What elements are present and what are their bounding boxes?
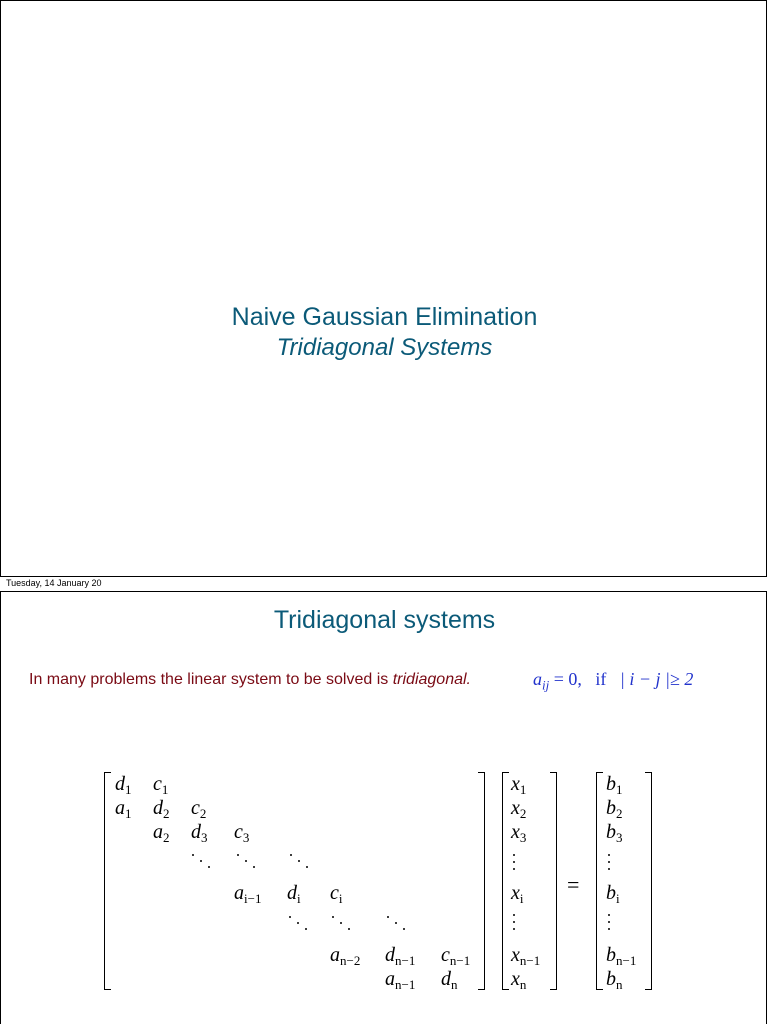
condition-if: if xyxy=(595,669,607,689)
matrix-left-bracket xyxy=(104,772,111,990)
matrix-cell: $a_{i-1}$ xyxy=(234,882,262,906)
b-vector-entry: $b_{n-1}$ xyxy=(606,944,637,968)
matrix-cell: $c_3$ xyxy=(234,821,250,845)
b-vector-entry: $b_2$ xyxy=(606,797,623,821)
diagonal-dots xyxy=(289,916,313,932)
condition-var: a xyxy=(533,669,542,689)
condition-sub: ij xyxy=(542,677,550,693)
condition-abs: | i − j |≥ 2 xyxy=(619,669,694,689)
matrix-equation xyxy=(1,592,768,1025)
x-vector-right-bracket xyxy=(550,772,557,990)
slide-title: Tridiagonal systems xyxy=(273,606,496,634)
x-vector-entry: $x_i$ xyxy=(511,882,524,906)
diagonal-dots xyxy=(290,854,314,870)
x-vector-entry: $x_{n-1}$ xyxy=(511,944,541,968)
matrix-cell: $d_i$ xyxy=(287,882,301,906)
matrix-cell: $a_2$ xyxy=(153,821,170,845)
x-vector-entry: $x_1$ xyxy=(511,773,527,797)
b-vector-entry: $b_n$ xyxy=(606,968,623,992)
x-vector-entry: $x_n$ xyxy=(511,968,527,992)
b-vector-entry: $b_1$ xyxy=(606,773,623,797)
diagonal-dots xyxy=(237,854,261,870)
matrix-cell: $a_{n-1}$ xyxy=(385,968,416,992)
matrix-cell: $c_{n-1}$ xyxy=(441,944,471,968)
matrix-cell: $d_2$ xyxy=(153,797,170,821)
content-slide xyxy=(0,591,767,1024)
x-vector-entry: $x_2$ xyxy=(511,797,527,821)
matrix-cell: $c_2$ xyxy=(191,797,207,821)
equals-sign: = xyxy=(567,872,580,897)
b-vector-left-bracket xyxy=(596,772,603,990)
slide-subtitle: Tridiagonal Systems xyxy=(276,334,493,361)
vertical-dots xyxy=(513,854,517,875)
matrix-cell: $d_1$ xyxy=(115,773,132,797)
vertical-dots xyxy=(608,914,612,935)
matrix-cell: $a_1$ xyxy=(115,797,132,821)
x-vector-entry: $x_3$ xyxy=(511,821,527,845)
slide-title: Naive Gaussian Elimination xyxy=(231,303,538,331)
matrix-cell: $c_1$ xyxy=(153,773,169,797)
b-vector-entry: $b_3$ xyxy=(606,821,623,845)
intro-emphasis: tridiagonal. xyxy=(392,671,471,688)
b-vector-right-bracket xyxy=(645,772,652,990)
matrix-cell: $c_i$ xyxy=(330,882,343,906)
matrix-cell: $d_3$ xyxy=(191,821,208,845)
diagonal-dots xyxy=(192,854,216,870)
matrix-right-bracket xyxy=(478,772,485,990)
date-footer: Tuesday, 14 January 20 xyxy=(6,578,102,588)
matrix-cell: $a_{n-2}$ xyxy=(330,944,361,968)
matrix-cell: $d_{n-1}$ xyxy=(385,944,416,968)
b-vector-entry: $b_i$ xyxy=(606,882,620,906)
vertical-dots xyxy=(513,914,517,935)
vertical-dots xyxy=(608,854,612,875)
diagonal-dots xyxy=(332,916,356,932)
condition-rhs: = 0, xyxy=(549,669,582,689)
matrix-cell: $d_n$ xyxy=(441,968,458,992)
diagonal-dots xyxy=(387,916,411,932)
x-vector-left-bracket xyxy=(502,772,509,990)
intro-prefix: In many problems the linear system to be solved is xyxy=(29,671,393,688)
